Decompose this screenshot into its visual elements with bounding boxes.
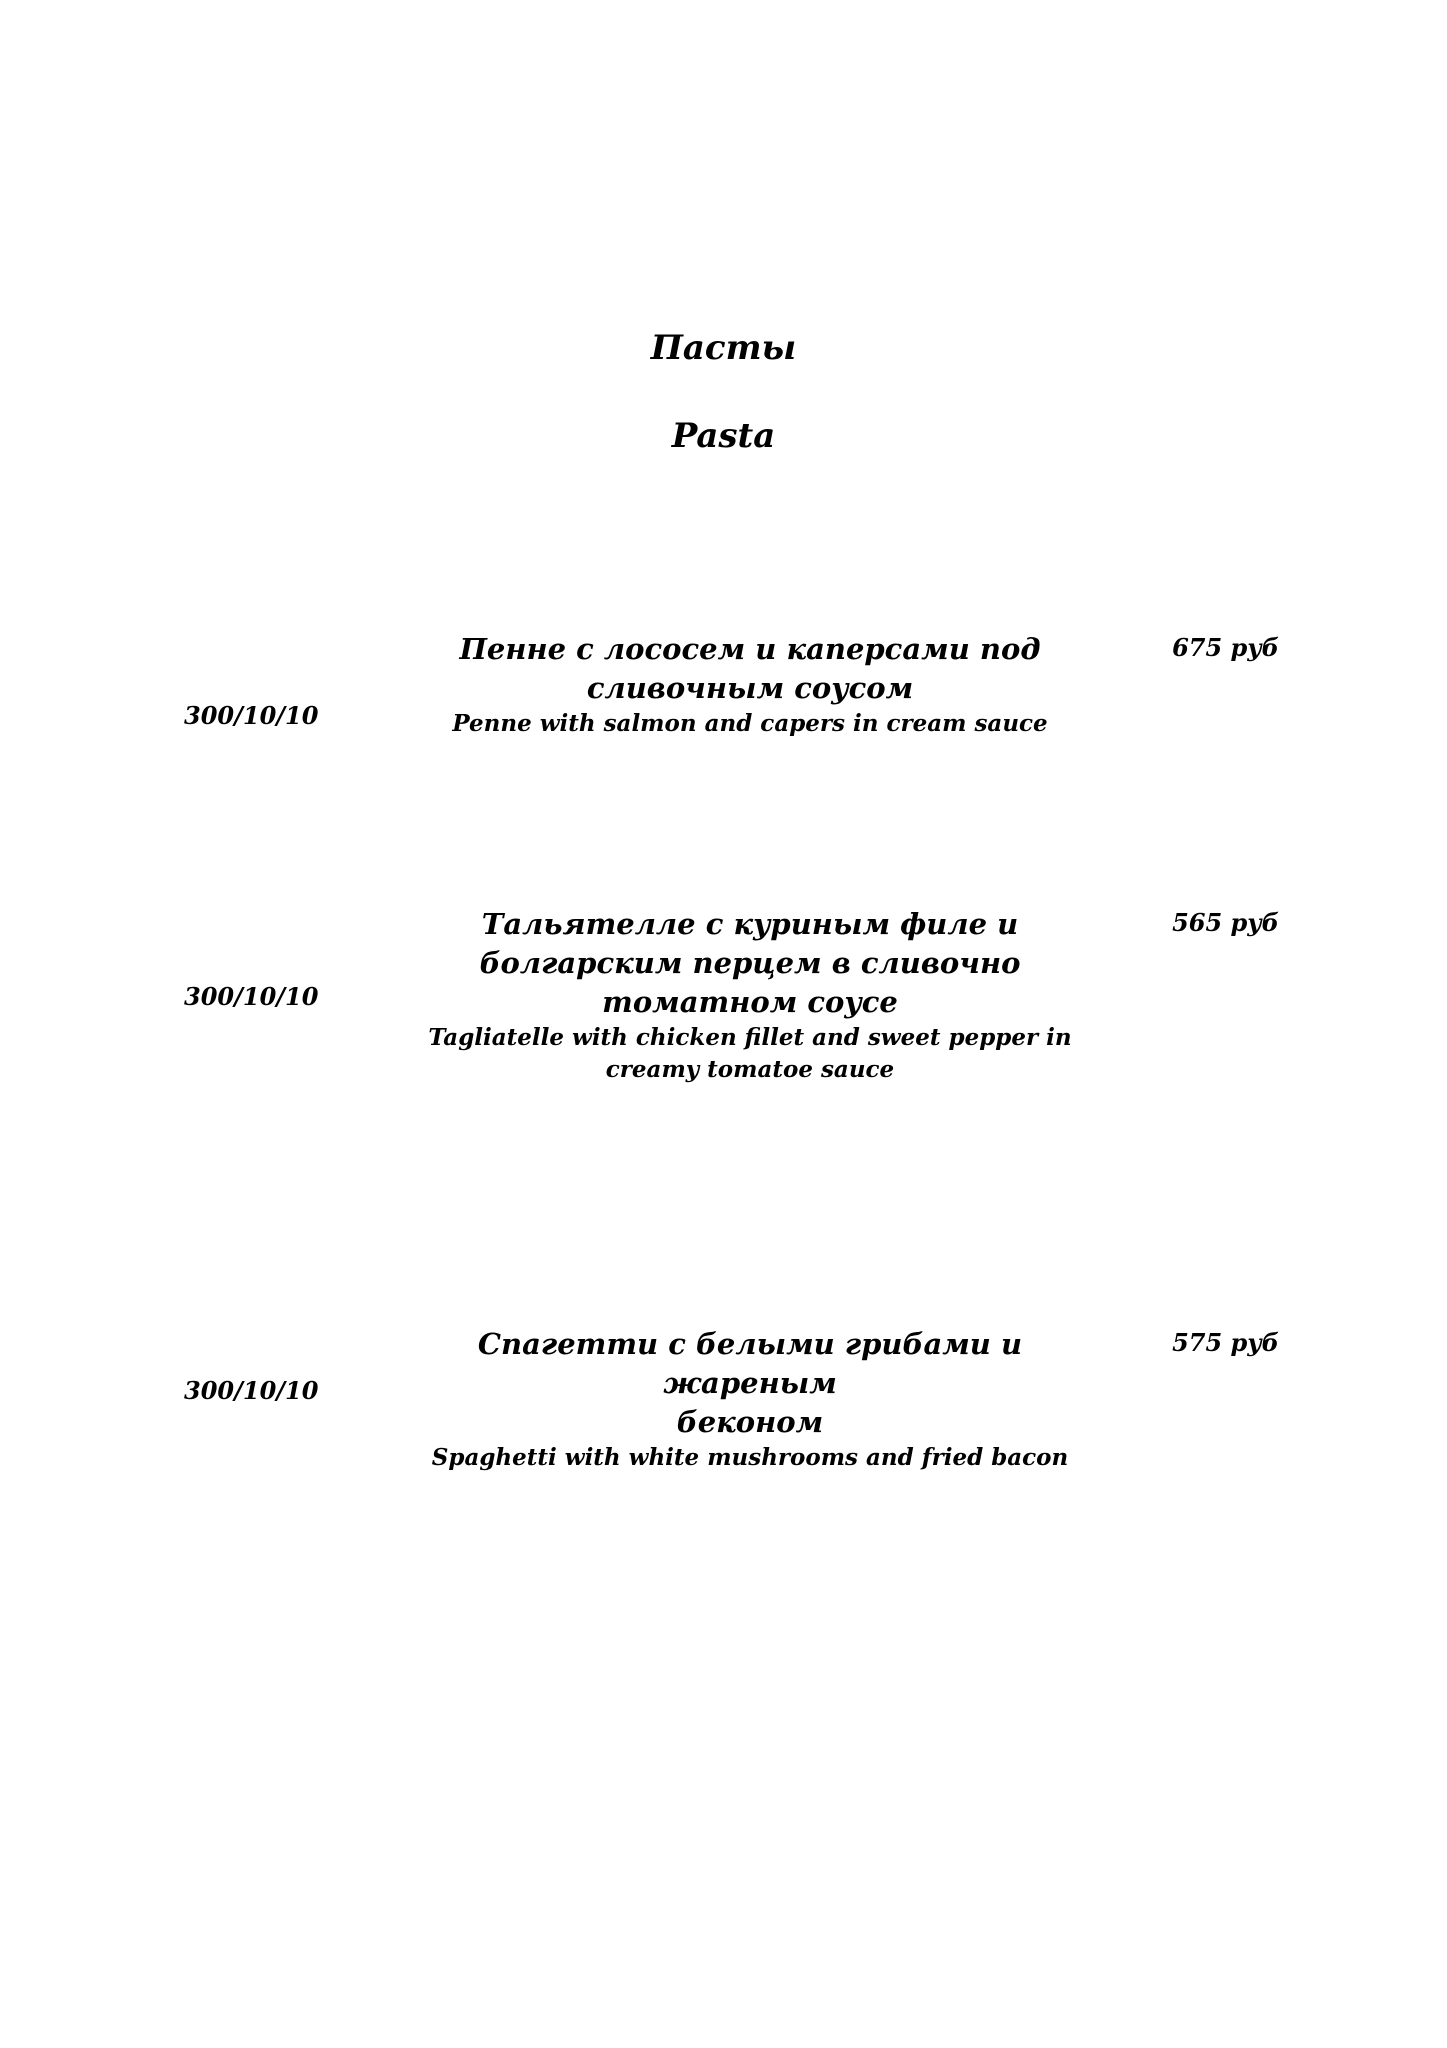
- item-weight: 300/10/10: [184, 701, 319, 730]
- dish-name-ru: [400, 1325, 1100, 1442]
- dish-name-ru: [400, 905, 1100, 1022]
- dish-name-ru-line: беконом: [676, 1405, 824, 1439]
- dish-name-ru-line: Тальятелле с куриным филе и: [481, 907, 1019, 941]
- item-weight: 300/10/10: [184, 1376, 319, 1405]
- dish-name-en: [400, 1442, 1100, 1474]
- item-weight: 300/10/10: [184, 982, 319, 1011]
- dish-name-en: [400, 708, 1100, 740]
- dish-name-en: [400, 1022, 1100, 1086]
- section-title-ru: Пасты: [650, 328, 797, 368]
- dish-description: [400, 905, 1100, 1086]
- dish-name-ru-line: Спагетти с белыми грибами и жареным: [477, 1327, 1023, 1400]
- section-title-en: Pasta: [671, 416, 776, 456]
- dish-name-en-line: creamy tomatoe sauce: [605, 1056, 895, 1083]
- item-price: 575 руб: [1172, 1328, 1279, 1357]
- dish-name-ru: [400, 630, 1100, 708]
- item-price: 675 руб: [1172, 633, 1279, 662]
- dish-name-ru-line: болгарским перцем в сливочно: [479, 946, 1021, 980]
- dish-name-en-line: Spaghetti with white mushrooms and fried bacon: [431, 1444, 1069, 1471]
- dish-description: [400, 1325, 1100, 1474]
- dish-description: [400, 630, 1100, 740]
- dish-name-ru-line: Пенне с лососем и каперсами под: [459, 632, 1041, 666]
- dish-name-ru-line: сливочным соусом: [586, 671, 914, 705]
- dish-name-en-line: Penne with salmon and capers in cream sauce: [452, 710, 1048, 737]
- dish-name-ru-line: томатном соусе: [602, 985, 898, 1019]
- item-price: 565 руб: [1172, 908, 1279, 937]
- dish-name-en-line: Tagliatelle with chicken fillet and sweet pepper in: [428, 1024, 1072, 1051]
